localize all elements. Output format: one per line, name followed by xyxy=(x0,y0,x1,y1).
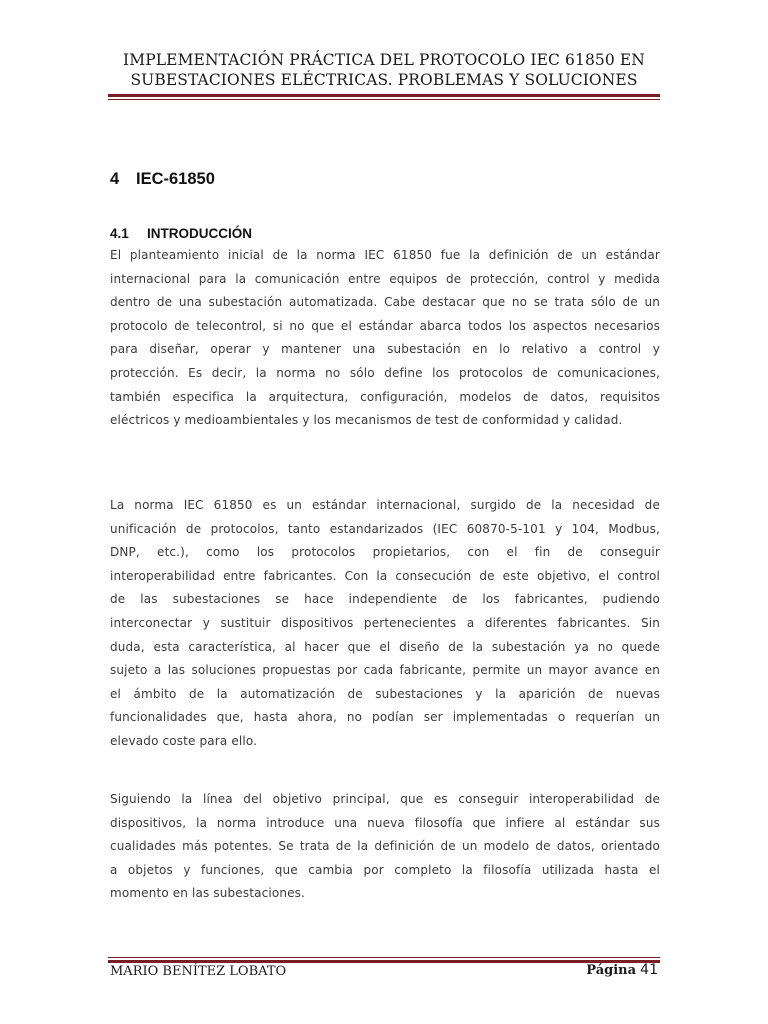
paragraph-line: DNP, etc.), como los protocolos propietarios, con el fin de conseguir xyxy=(110,545,660,560)
paragraph-line: interoperabilidad entre fabricantes. Con la consecución de este objetivo, el control xyxy=(110,568,660,583)
header-title-line-2: SUBESTACIONES ELÉCTRICAS. PROBLEMAS Y SOLUCIONES xyxy=(130,71,638,89)
section-title: IEC-61850 xyxy=(136,170,215,188)
subsection-title: INTRODUCCIÓN xyxy=(147,226,252,241)
paragraph-line: duda, esta característica, al hacer que el diseño de la subestación ya no quede xyxy=(110,639,660,654)
paragraph-line: internacional para la comunicación entre equipos de protección, control y medida xyxy=(110,271,660,286)
paragraph-line: a objetos y funciones, que cambia por completo la filosofía utilizada hasta el xyxy=(110,862,660,877)
paragraph-line: Siguiendo la línea del objetivo principal, que es conseguir interoperabilidad de xyxy=(110,792,660,806)
paragraph-line: eléctricos y medioambientales y los mecanismos de test de conformidad y calidad. xyxy=(110,413,623,428)
paragraph-line: El planteamiento inicial de la norma IEC 61850 fue la definición de un estándar xyxy=(110,248,660,262)
footer-rule-thick xyxy=(108,960,660,963)
paragraph-line: de las subestaciones se hace independiente de los fabricantes, pudiendo xyxy=(110,592,660,607)
header-title-line-1: IMPLEMENTACIÓN PRÁCTICA DEL PROTOCOLO IEC 61850 EN xyxy=(123,51,645,69)
paragraph-3 xyxy=(110,788,660,906)
subsection-heading xyxy=(110,226,252,241)
paragraph-line: protocolo de telecontrol, si no que el estándar abarca todos los aspectos necesarios xyxy=(110,318,660,333)
subsection-number: 4.1 xyxy=(110,226,129,241)
paragraph-line: para diseñar, operar y mantener una subestación en lo relativo a control y xyxy=(110,342,660,357)
paragraph-line: protección. Es decir, la norma no sólo define los protocolos de comunicaciones, xyxy=(110,365,660,380)
page-number: 41 xyxy=(640,962,658,978)
paragraph-2 xyxy=(110,494,660,754)
header-rule-thin xyxy=(108,99,660,100)
paragraph-line: funcionalidades que, hasta ahora, no podían ser implementadas o requerían un xyxy=(110,710,660,725)
section-number: 4 xyxy=(110,170,120,188)
paragraph-line: momento en las subestaciones. xyxy=(110,886,305,901)
footer-page xyxy=(586,962,658,978)
footer-rule-thin xyxy=(108,957,660,958)
header-rule-thick xyxy=(108,94,660,97)
paragraph-line: unificación de protocolos, tanto estandarizados (IEC 60870-5-101 y 104, Modbus, xyxy=(110,521,660,536)
paragraph-line: sujeto a las soluciones propuestas por cada fabricante, permite un mayor avance en xyxy=(110,663,660,678)
paragraph-line: La norma IEC 61850 es un estándar internacional, surgido de la necesidad de xyxy=(110,498,660,512)
footer-author: MARIO BENÍTEZ LOBATO xyxy=(110,964,287,979)
section-heading xyxy=(110,170,215,189)
running-header xyxy=(108,50,660,90)
paragraph-line: también especifica la arquitectura, configuración, modelos de datos, requisitos xyxy=(110,389,660,404)
paragraph-line: interconectar y sustituir dispositivos pertenecientes a diferentes fabricantes. Sin xyxy=(110,615,660,630)
page-label: Página xyxy=(586,963,637,978)
paragraph-line: el ámbito de la automatización de subestaciones y la aparición de nuevas xyxy=(110,686,660,701)
paragraph-line: dentro de una subestación automatizada. Cabe destacar que no se trata sólo de un xyxy=(110,295,660,310)
paragraph-line: elevado coste para ello. xyxy=(110,733,258,748)
paragraph-line: cualidades más potentes. Se trata de la definición de un modelo de datos, orientado xyxy=(110,839,660,854)
paragraph-1 xyxy=(110,244,660,433)
paragraph-line: dispositivos, la norma introduce una nueva filosofía que infiere al estándar sus xyxy=(110,815,660,830)
